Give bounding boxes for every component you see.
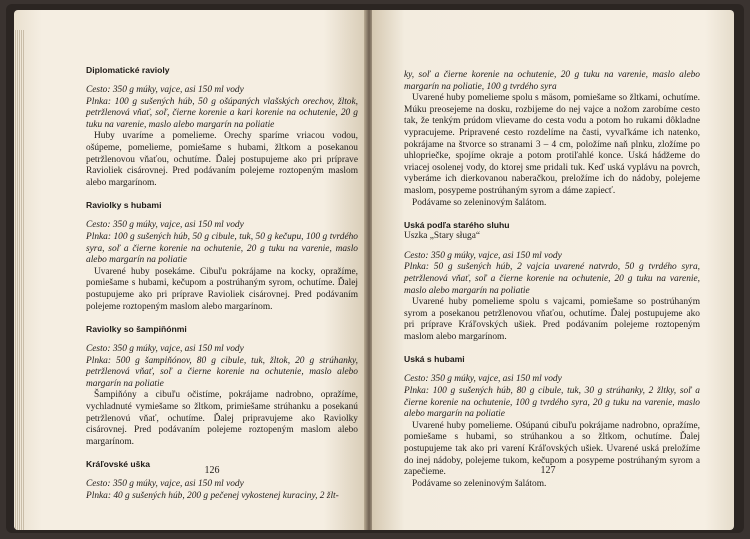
recipe-text: Šampiňóny a cibuľu očistíme, pokrájame nadrobno, opražíme, vychladnuté vymiešame so žltkom, primiešame strúhanku a posekanú petržlenovú vňať, ochutíme. Ďalej pripravujeme ako Raviolky cisárovnej. Pred podávaním polejeme roztopeným maslom alebo margarínom. bbox=[86, 390, 358, 447]
page-edges bbox=[14, 30, 24, 530]
recipe-filling: Plnka: 50 g sušených húb, 2 vajcia uvarené natvrdo, 50 g tvrdého syra, petržlenová vňať, soľ a čierne korenie na ochutenie, 20 g tuku na varenie, maslo alebo margarín na poliatie bbox=[404, 262, 700, 296]
recipe-title: Raviolky s hubami bbox=[86, 200, 162, 211]
recipe-dough: Cesto: 350 g múky, vajce, asi 150 ml vody bbox=[404, 374, 562, 385]
open-book bbox=[6, 4, 744, 533]
recipe-title: Uská s hubami bbox=[404, 354, 465, 365]
recipe-section bbox=[86, 65, 358, 189]
recipe-filling: Plnka: 100 g sušených húb, 50 g cibule, tuk, 50 g kečupu, 100 g tvrdého syra, soľ a čierne korenie na ochutenie, 20 g tuku na varenie, maslo alebo margarín na poliatie bbox=[86, 231, 358, 266]
right-page-content bbox=[404, 70, 700, 501]
left-page-content bbox=[86, 65, 358, 514]
recipe-text: Uvarené huby pomelieme spolu s vajcami, pomiešame so postrúhaným syrom a posekanou petržlenovou vňaťou, ochutíme. Ďalej postupujeme ako pri príprave Kráľovských ušiek. Pred podávaním polejeme roztopeným maslom alebo margarínom. bbox=[404, 297, 700, 342]
recipe-dough: Cesto: 350 g múky, vajce, asi 150 ml vody bbox=[404, 250, 562, 261]
left-page bbox=[14, 10, 366, 530]
recipe-dough: Cesto: 350 g múky, vajce, asi 150 ml vody bbox=[86, 344, 244, 355]
right-page bbox=[372, 10, 734, 530]
recipe-text: Huby uvaríme a pomelieme. Orechy sparíme vriacou vodou, ošúpeme, pomelieme, pomiešame s hubami, žltkom a posekanou petržlenovou vňaťou, ochutíme. Ďalej postupujeme ako pri príprave Ravioliek cisárovnej. Pred podávaním polejeme roztopeným maslom alebo margarínom. bbox=[86, 131, 358, 188]
recipe-title: Diplomatické ravioly bbox=[86, 65, 170, 75]
recipe-filling: Plnka: 500 g šampiňónov, 80 g cibule, tuk, žltok, 20 g strúhanky, petržlenová vňať, soľ a čierne korenie na ochutenie, maslo alebo margarín na poliatie bbox=[86, 355, 358, 389]
recipe-section bbox=[86, 200, 358, 313]
recipe-section bbox=[86, 324, 358, 448]
recipe-text: Uvarené huby pomelieme. Ošúpanú cibuľu pokrájame nadrobno, opražíme, pomiešame s hubami, so strúhankou a so žltkom, ochutíme. Ďalej postupujeme tak ako pri varení Kráľovských ušiek. Uvarené uská preložíme do inej nádoby, polejeme tukom, kečupom a posypeme postrúhaným syrom a zapečieme. bbox=[404, 420, 700, 478]
page-number: 127 bbox=[540, 465, 556, 476]
recipe-title: Raviolky so šampiňónmi bbox=[86, 324, 187, 335]
recipe-title: Kráľovské uškа bbox=[86, 459, 150, 470]
recipe-filling: Plnka: 100 g sušených húb, 80 g cibule, tuk, 30 g strúhanky, 2 žltky, soľ a čierne korenie na ochutenie, 100 g tvrdého syra, 20 g tuku na varenie, maslo alebo margarín na poliatie bbox=[404, 386, 700, 420]
recipe-text: Uvarené huby posekáme. Cibuľu pokrájame na kocky, opražíme, pomiešame s hubami, kečupom a postrúhaným syrom, ochutíme. Ďalej postupujeme ako pri príprave Ravioliek cisárovnej. Pred podávaním polejeme roztopeným maslom alebo margarínom. bbox=[86, 266, 358, 312]
recipe-text: Uvarené huby pomelieme spolu s mäsom, pomiešame so žltkami, ochutíme. Múku preosejeme na dosku, rozbijeme do nej vajce a nožom zarobíme cesto tak, že tenkým prúdom vlievame do cesta vodu a potom ho rukami dôkladne vypracujeme. Pripravené cesto rozdelíme na časti, vyvaľkáme ich natenko, pokrájame na štvorce so stranami 3 – 4 cm, položíme naň plnku, zložíme po uhlopriečke, spojíme okraje a potom protiľahlé konce. Uská hádžeme do vriacej osolenej vody, do ktorej sme pridali tuk. Keď uská vyplávu na povrch, vyberáme ich dierkovanou naberačkou, preložíme ich do nádoby, polejeme maslom, posypeme postrúhaným syrom a dáme zapiecť. bbox=[404, 93, 700, 196]
recipe-dough: Cesto: 350 g múky, vajce, asi 150 ml vody bbox=[86, 220, 244, 231]
recipe-dough: Cesto: 350 g múky, vajce, asi 150 ml vody bbox=[86, 479, 244, 490]
recipe-filling: Plnka: 100 g sušených húb, 50 g ošúpaných vlašských orechov, žltok, petržlenová vňať, soľ, čierne korenie a kari korenie na ochutenie, 20 g tuku na varenie, maslo alebo margarín na poliatie bbox=[86, 96, 358, 130]
recipe-filling-continued: ky, soľ a čierne korenie na ochutenie, 20 g tuku na varenie, maslo alebo margarín na poliatie, 100 g tvrdého syra bbox=[404, 70, 700, 92]
page-number: 126 bbox=[204, 465, 220, 476]
recipe-filling: Plnka: 40 g sušených húb, 200 g pečenej vykostenej kuraciny, 2 žlt- bbox=[86, 491, 339, 502]
recipe-dough: Cesto: 350 g múky, vajce, asi 150 ml vody bbox=[86, 85, 244, 95]
recipe-subtitle: Uszka „Stary sługa“ bbox=[404, 231, 481, 242]
recipe-title: Uská podľa starého sluhu bbox=[404, 220, 510, 231]
recipe-serving: Podávame so zeleninovým šalátom. bbox=[412, 197, 547, 208]
recipe-serving: Podávame so zeleninovým šalátom. bbox=[412, 478, 547, 489]
recipe-section bbox=[404, 220, 700, 343]
recipe-continuation bbox=[404, 70, 700, 209]
